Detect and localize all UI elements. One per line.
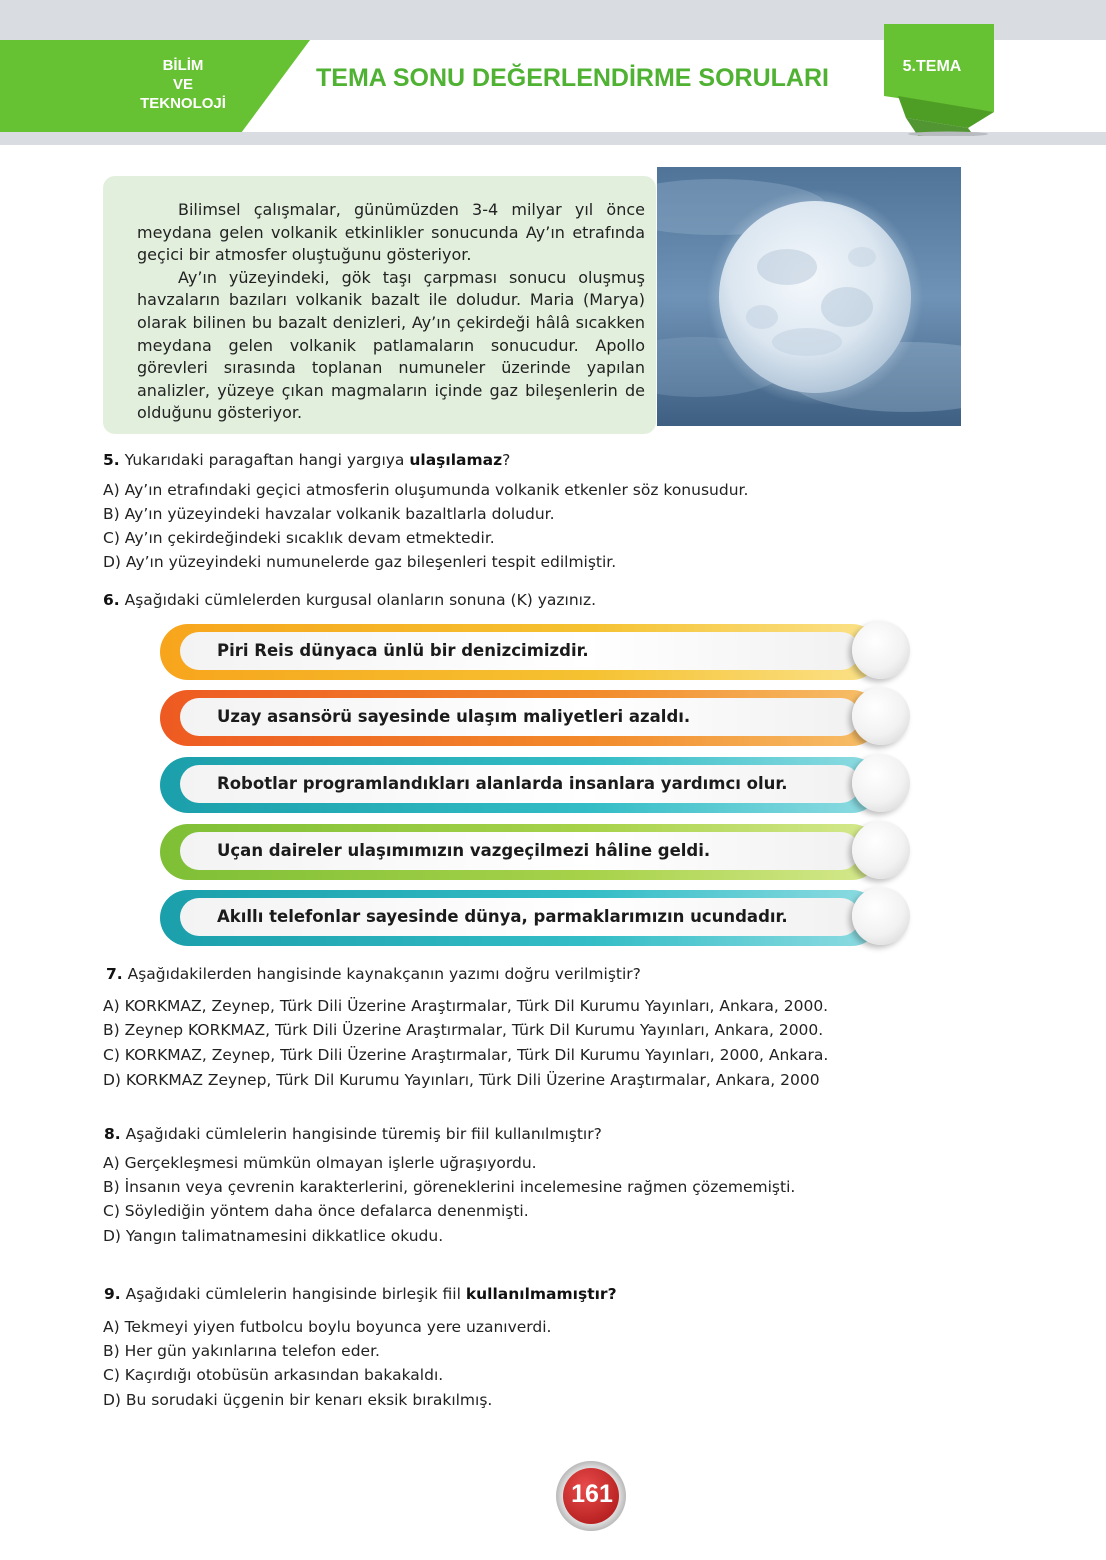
answer-circle-4[interactable] [852,821,910,879]
q5-option-b[interactable]: B) Ay’ın yüzeyindeki havzalar volkanik bazaltlarla doludur. [103,505,555,523]
sentence-bar-2 [160,690,880,746]
sentence-text: Akıllı telefonlar sayesinde dünya, parmaklarımızın ucundadır. [217,907,788,926]
sentence-bar-5 [160,890,880,946]
q7-option-a[interactable]: A) KORKMAZ, Zeynep, Türk Dili Üzerine Araştırmalar, Türk Dil Kurumu Yayınları, Ankara, 2000. [103,997,829,1015]
q9-option-d[interactable]: D) Bu sorudaki üçgenin bir kenarı eksik bırakılmış. [103,1391,493,1409]
q5-option-c[interactable]: C) Ay’ın çekirdeğindeki sıcaklık devam etmektedir. [103,529,495,547]
answer-circle-5[interactable] [852,887,910,945]
moon-image [657,167,961,426]
q7-option-c[interactable]: C) KORKMAZ, Zeynep, Türk Dili Üzerine Araştırmalar, Türk Dil Kurumu Yayınları, 2000, Ankara. [103,1046,829,1064]
passage-paragraph-2: Ay’ın yüzeyindeki, gök taşı çarpması sonucu oluşmuş havzaların bazıları volkanik bazalt ile doludur. Maria (Marya) olarak bilinen bu bazalt denizleri, Ay’ın çekirdeği hâlâ sıcakken meydana gelen volkanik patlamaların sonucudur. Apollo görevleri sırasında toplanan numuneler üzerinde yapılan analizler, yüzeye çıkan magmaların içinde gaz bileşenlerin de olduğunu gösteriyor. [137,267,645,423]
question-9: 9. Aşağıdaki cümlelerin hangisinde birleşik fiil kullanılmamıştır? [104,1285,617,1303]
sentence-bar-1 [160,624,880,680]
answer-circle-2[interactable] [852,687,910,745]
subject-label: BİLİM VE TEKNOLOJİ [140,57,226,112]
sentence-text: Piri Reis dünyaca ünlü bir denizcimizdir. [217,641,589,660]
q8-option-c[interactable]: C) Söylediğin yöntem daha önce defalarca denenmişti. [103,1202,529,1220]
q5-option-a[interactable]: A) Ay’ın etrafındaki geçici atmosferin oluşumunda volkanik etkenler söz konusudur. [103,481,749,499]
page-title: TEMA SONU DEĞERLENDİRME SORULARI [316,64,829,92]
passage-paragraph-1: Bilimsel çalışmalar, günümüzden 3-4 milyar yıl önce meydana gelen volkanik etkinlikler sonucunda Ay’ın etrafında geçici bir atmosfer oluştuğunu gösteriyor. [137,200,645,265]
reading-passage [137,199,645,425]
answer-circle-3[interactable] [852,754,910,812]
sentence-bar-3 [160,757,880,813]
theme-label: 5.TEMA [902,58,962,75]
q8-option-a[interactable]: A) Gerçekleşmesi mümkün olmayan işlerle uğraşıyordu. [103,1154,537,1172]
sentence-text: Uçan daireler ulaşımımızın vazgeçilmezi hâline geldi. [217,841,711,860]
answer-circle-1[interactable] [852,621,910,679]
q5-option-d[interactable]: D) Ay’ın yüzeyindeki numunelerde gaz bileşenleri tespit edilmiştir. [103,553,617,571]
q9-option-b[interactable]: B) Her gün yakınlarına telefon eder. [103,1342,380,1360]
theme-ribbon-icon [878,24,996,136]
question-6: 6. Aşağıdaki cümlelerden kurgusal olanların sonuna (K) yazınız. [103,591,597,609]
q9-option-a[interactable]: A) Tekmeyi yiyen futbolcu boylu boyunca yere uzanıverdi. [103,1318,552,1336]
sentence-text: Uzay asansörü sayesinde ulaşım maliyetleri azaldı. [217,707,691,726]
q8-option-d[interactable]: D) Yangın talimatnamesini dikkatlice okudu. [103,1227,444,1245]
question-7: 7. Aşağıdakilerden hangisinde kaynakçanın yazımı doğru verilmiştir? [106,965,641,983]
q9-option-c[interactable]: C) Kaçırdığı otobüsün arkasından bakakaldı. [103,1366,444,1384]
q8-option-b[interactable]: B) İnsanın veya çevrenin karakterlerini, göreneklerini incelemesine rağmen çözememişti. [103,1178,796,1196]
sentence-bar-4 [160,824,880,880]
q7-option-d[interactable]: D) KORKMAZ Zeynep, Türk Dil Kurumu Yayınları, Türk Dili Üzerine Araştırmalar, Ankara, 2000 [103,1071,820,1089]
sentence-text: Robotlar programlandıkları alanlarda insanlara yardımcı olur. [217,774,788,793]
question-5: 5. Yukarıdaki paragaftan hangi yargıya ulaşılamaz? [103,451,511,469]
q7-option-b[interactable]: B) Zeynep KORKMAZ, Türk Dili Üzerine Araştırmalar, Türk Dil Kurumu Yayınları, Ankara, 2000. [103,1021,824,1039]
question-8: 8. Aşağıdaki cümlelerin hangisinde türemiş bir fiil kullanılmıştır? [104,1125,602,1143]
page-number: 161 [571,1480,613,1508]
moon-illustration [657,167,961,426]
